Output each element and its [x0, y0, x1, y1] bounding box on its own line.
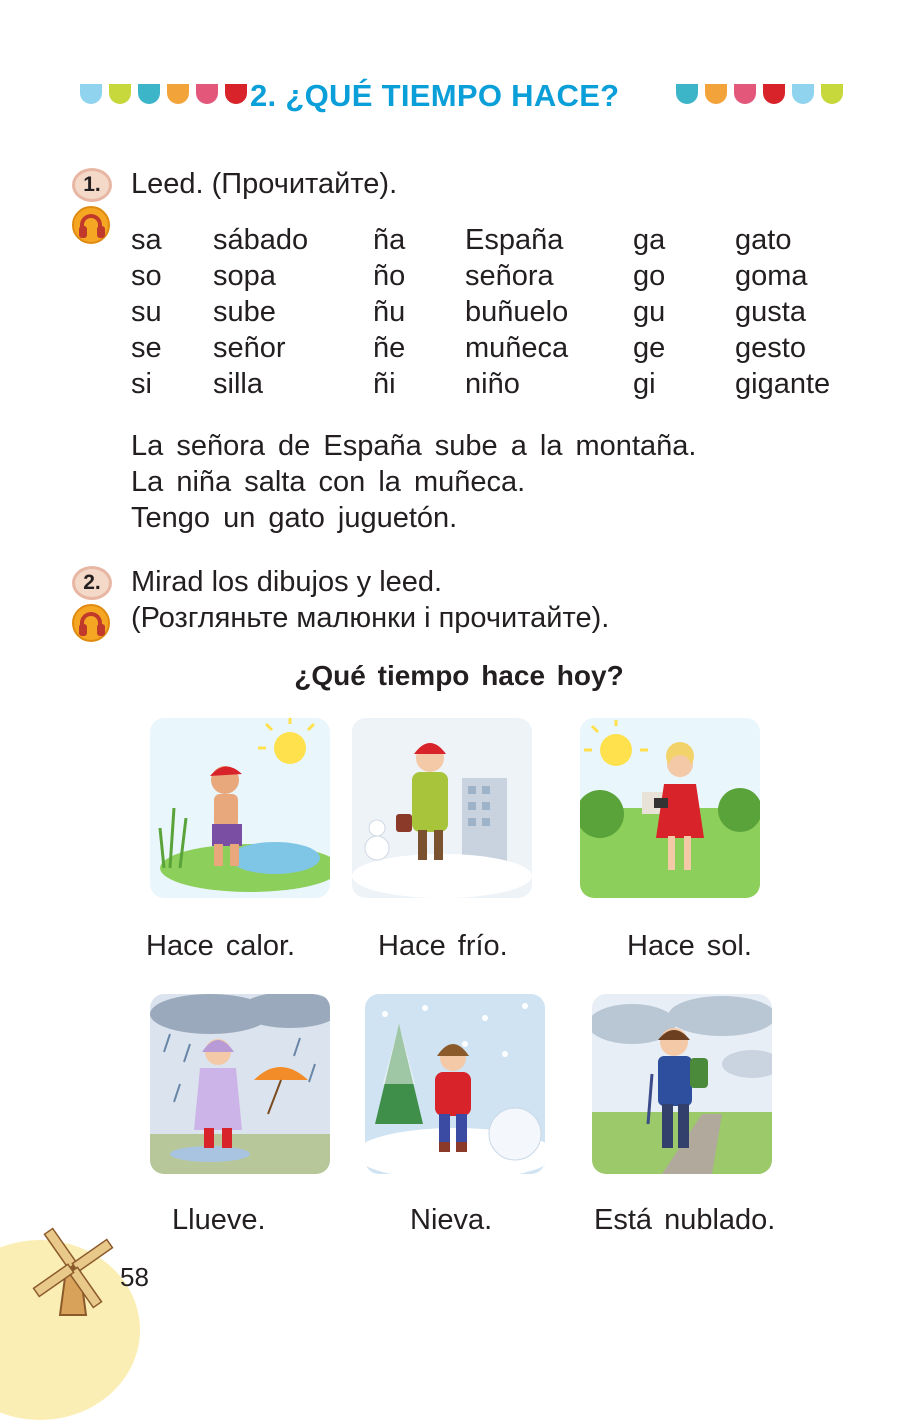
page-title: 2. ¿QUÉ TIEMPO HACE?	[250, 78, 620, 113]
sunny-girl-illustration	[580, 718, 760, 898]
caption-hot: Hace calor.	[146, 930, 296, 962]
caption-rain: Llueve.	[172, 1204, 266, 1236]
cold-weather-girl-illustration	[352, 718, 532, 898]
syllable-column-1: sa so su se si	[131, 224, 162, 400]
snow-boy-illustration	[365, 994, 545, 1174]
garland-left	[80, 84, 250, 108]
word-column-3: gato goma gusta gesto gigante	[735, 224, 831, 400]
garland-right	[676, 84, 846, 108]
word-column-1: sábado sopa sube señor silla	[213, 224, 309, 400]
sentence-3: Tengo un gato juguetón.	[131, 502, 458, 534]
exercise-2-instruction: Mirad los dibujos y leed.	[131, 566, 443, 598]
syllable-column-3: ga go gu ge gi	[633, 224, 666, 400]
word-column-2: España señora buñuelo muñeca niño	[465, 224, 569, 400]
weather-question: ¿Qué tiempo hace hoy?	[294, 660, 624, 691]
exercise-1-number: 1.	[72, 168, 112, 202]
hot-weather-boy-illustration	[150, 718, 330, 898]
caption-snow: Nieva.	[410, 1204, 493, 1236]
headphones-icon[interactable]	[72, 206, 110, 244]
windmill-icon	[20, 1220, 120, 1320]
sentence-1: La señora de España sube a la montaña.	[131, 430, 697, 462]
sentence-2: La niña salta con la muñeca.	[131, 466, 526, 498]
headphones-icon[interactable]	[72, 604, 110, 642]
exercise-2-number: 2.	[72, 566, 112, 600]
caption-cloudy: Está nublado.	[594, 1204, 776, 1236]
caption-sunny: Hace sol.	[627, 930, 752, 962]
exercise-2-instruction-translation: (Розгляньте малюнки і прочитайте).	[131, 602, 610, 634]
caption-cold: Hace frío.	[378, 930, 508, 962]
rain-girl-illustration	[150, 994, 330, 1174]
page-number: 58	[120, 1262, 149, 1292]
syllable-column-2: ña ño ñu ñe ñi	[373, 224, 406, 400]
cloudy-boy-illustration	[592, 994, 772, 1174]
exercise-1-instruction: Leed. (Прочитайте).	[131, 168, 398, 200]
